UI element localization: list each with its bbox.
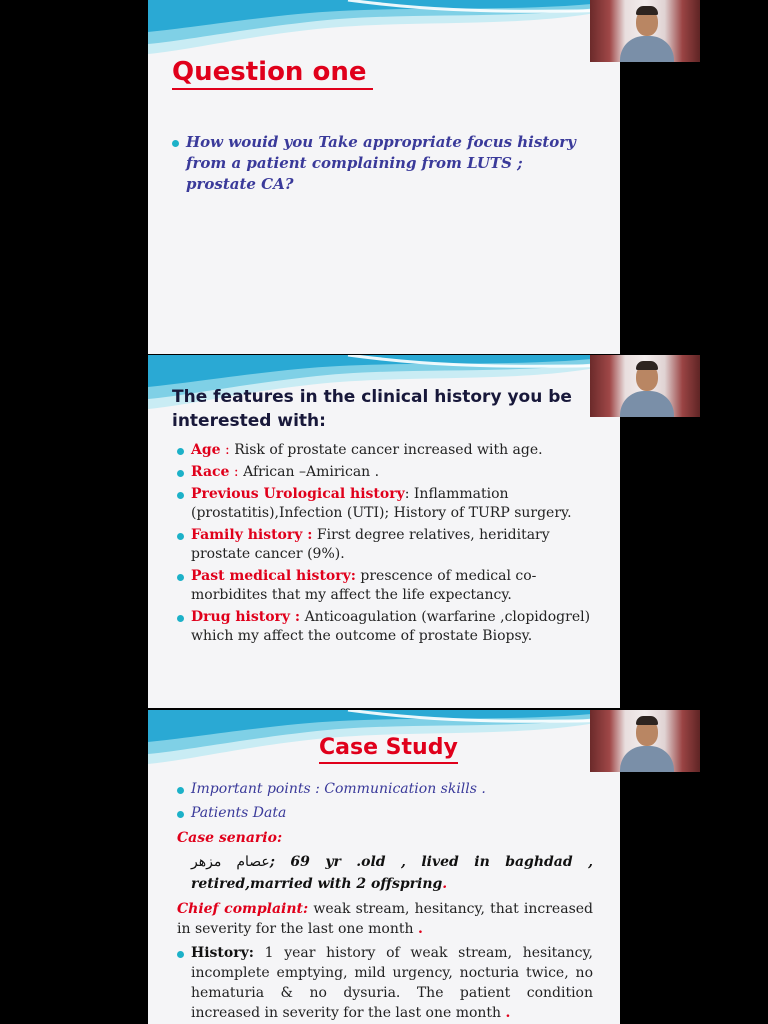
slide-title: The features in the clinical history you be interested with: [172,387,572,431]
item-label: Age [191,442,221,458]
item-label: Race [191,464,230,480]
list-item: Age : Risk of prostate cancer increased with age. [191,441,606,460]
bullet-dot-icon [177,492,184,499]
item-label: Family history : [191,527,313,543]
chief-label: Chief complaint: [177,901,309,917]
bullet-dot-icon [177,951,184,958]
patients-data: Patients Data [191,805,287,821]
bullet-dot-icon [177,470,184,477]
list-item [191,526,606,564]
slide-question-one [148,0,620,354]
slide-clinical-history [148,355,620,708]
webcam-thumbnail [590,355,700,417]
item-text: Risk of prostate cancer increased with age. [234,442,543,458]
history-label: History: [191,945,254,961]
slide-title: Case Study [319,734,458,764]
bullet-dot-icon [177,533,184,540]
list-item: Race : African –Amirican . [191,463,606,482]
slide-case-study [148,710,620,1024]
case-line-2: retired,married with 2 offspring. [191,876,448,892]
bullet-dot-icon [177,574,184,581]
important-points: Important points : Communication skills . [191,781,486,797]
history-paragraph: History: 1 year history of weak stream, hesitancy, incomplete emptying, mild urgency, nocturia twice, no hematuria & no dysuria. The patient condition increased in severity for the last one month . [191,943,593,1023]
chief-text: weak stream, hesitancy, that increased in severity for the last one month [177,901,593,937]
list-item: Previous Urological history: Inflammation (prostatitis),Infection (UTI); History of TURP surgery. [191,485,606,523]
history-text: 1 year history of weak stream, hesitancy, incomplete emptying, mild urgency, nocturia twice, no hematuria & no dysuria. The patient condition increased in severity for the last one month [191,945,594,1021]
item-label: Drug history : [191,609,301,625]
list-item [191,567,606,605]
bullet-dot-icon [177,448,184,455]
chief-complaint: Chief complaint: weak stream, hesitancy, that increased in severity for the last one month . [177,901,593,937]
item-text: Anticoagulation (warfarine ,clopidogrel) which my affect the outcome of prostate Biopsy. [191,609,591,644]
bullet-dot-icon [177,787,184,794]
bullet-dot-icon [177,811,184,818]
item-text: Inflammation (prostatitis),Infection (UTI); History of TURP surgery. [191,486,572,521]
list-item [191,803,606,823]
bullet-dot-icon [172,140,179,147]
item-text: prescence of medical co-morbidites that my affect the life expectancy. [191,568,537,603]
item-text: African –Amirican . [243,464,380,480]
case-line-1-text: ; 69 yr .old , lived in baghdad , [269,854,593,870]
patient-name: عصام مزهر [191,854,270,870]
case-line-1 [191,852,593,872]
item-label: Past medical history: [191,568,356,584]
webcam-thumbnail [590,0,700,62]
webcam-thumbnail [590,710,700,772]
bullet-dot-icon [177,615,184,622]
list-item [191,779,606,799]
list-item [191,608,606,646]
item-text: First degree relatives, heriditary prostate cancer (9%). [191,527,550,562]
history-list [191,441,606,649]
case-scenario-label: Case senario: [177,830,283,846]
question-bullet [186,132,586,195]
wave-header-decoration [148,0,620,60]
question-text: How wouid you Take appropriate focus history from a patient complaining from LUTS ; prostate CA? [186,133,576,193]
item-label: Previous Urological history [191,486,405,502]
slide-title: Question one [172,56,373,90]
